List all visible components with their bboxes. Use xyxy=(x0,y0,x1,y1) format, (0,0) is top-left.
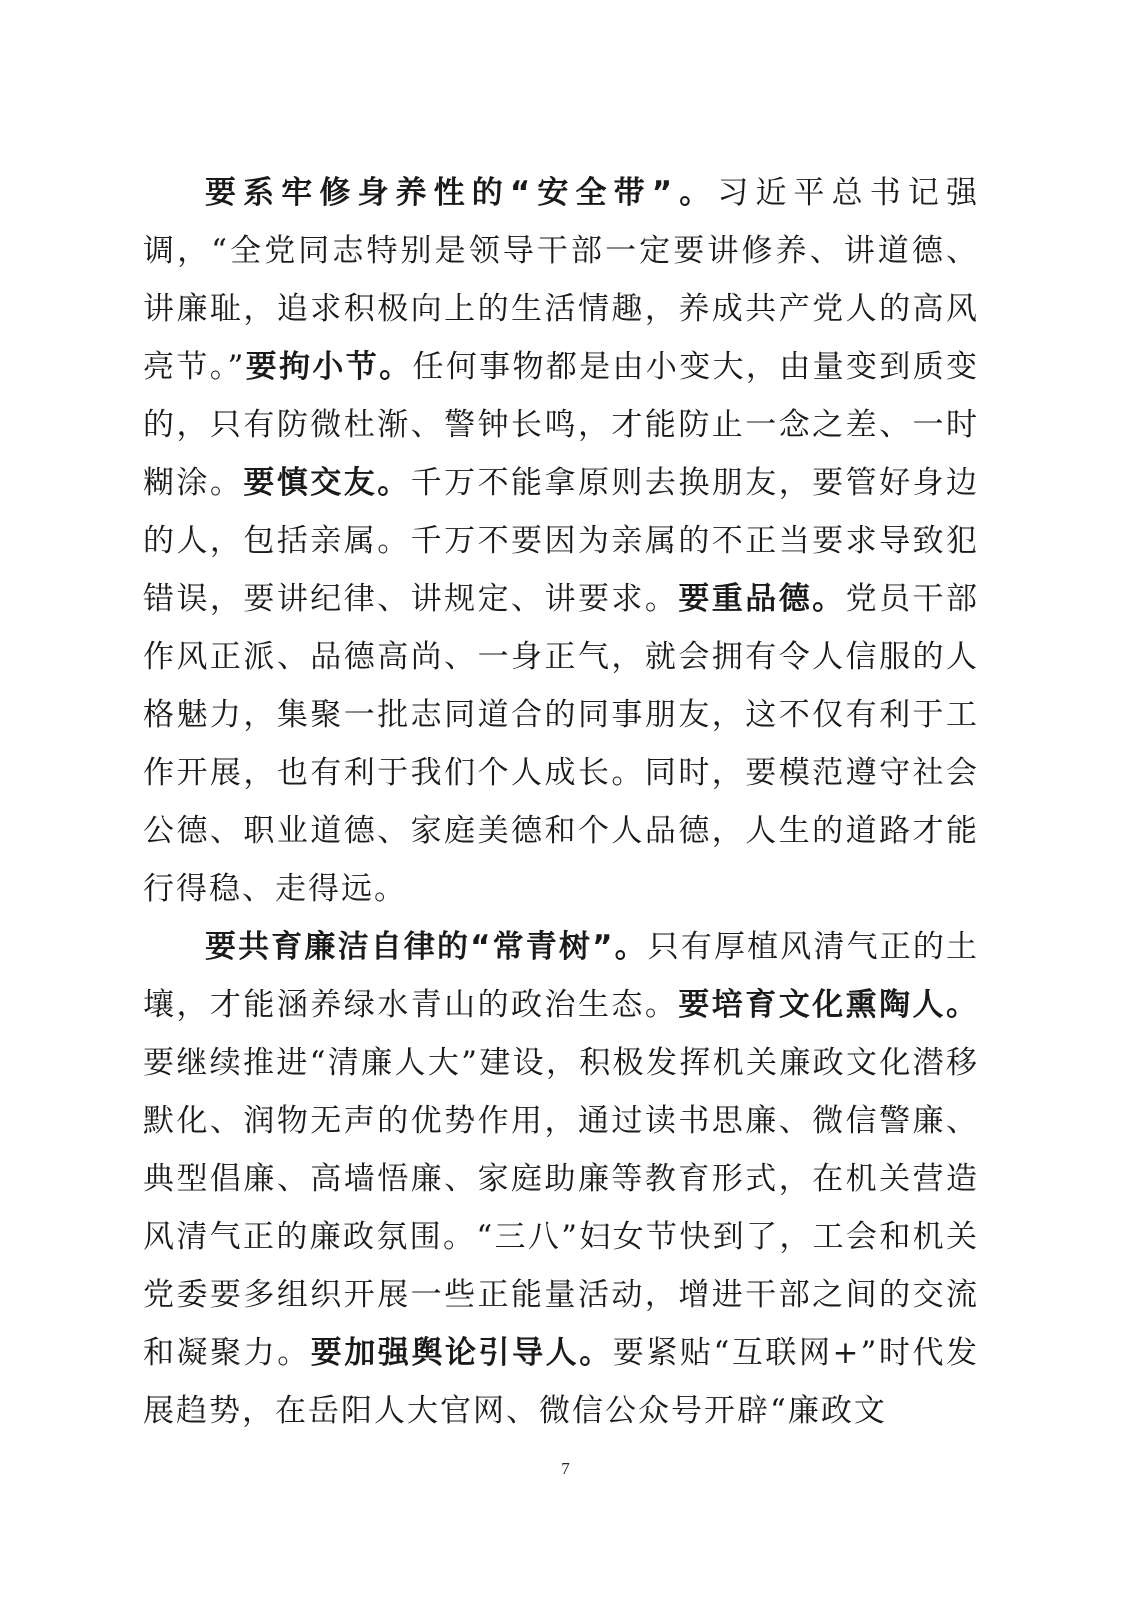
subheading-small-details: 要拘小节。 xyxy=(245,349,413,385)
text-segment: 要继续推进“清廉人大”建设，积极发挥机关廉政文化潜移默化、润物无声的优势作用，通过读书思廉、微信警廉、典型倡廉、高墙悟廉、家庭助廉等教育形式，在机关营造风清气正的廉政氛围。“三八”妇女节快到了，工会和机关党委要多组织开展一些正能量活动，增进干部之间的交流和凝聚力。 xyxy=(143,1045,979,1371)
paragraph-2 xyxy=(143,918,979,1440)
subheading-friends: 要慎交友。 xyxy=(243,465,411,501)
text-segment: 要紧贴“互联网+”时代发展趋势，在岳阳人大官网、微信公众号开辟“廉政文 xyxy=(143,1335,980,1429)
heading-evergreen: 要共育廉洁自律的“常青树”。 xyxy=(205,929,648,965)
text-segment: 习近平总书记强调，“全党同志特别是领导干部一定要讲修养、讲道德、讲廉耻，追求积极向上的生活情趣，养成共产党人的高风亮节。” xyxy=(143,175,980,385)
page-number: 7 xyxy=(561,1459,570,1478)
body-text xyxy=(143,164,979,1440)
text-segment: 任何事物都是由小变大，由量变到质变的，只有防微杜渐、警钟长鸣，才能防止一念之差、一时糊涂。 xyxy=(143,349,979,501)
heading-safety-belt: 要系牢修身养性的“安全带”。 xyxy=(205,175,718,211)
text-segment: 只有厚植风清气正的土壤，才能涵养绿水青山的政治生态。 xyxy=(143,929,980,1023)
subheading-public-opinion: 要加强舆论引导人。 xyxy=(310,1335,613,1371)
subheading-morality: 要重品德。 xyxy=(678,581,846,617)
text-segment: 党员干部作风正派、品德高尚、一身正气，就会拥有令人信服的人格魅力，集聚一批志同道合的同事朋友，这不仅有利于工作开展，也有利于我们个人成长。同时，要模范遵守社会公德、职业道德、家庭美德和个人品德，人生的道路才能行得稳、走得远。 xyxy=(143,581,980,907)
text-segment: 千万不能拿原则去换朋友，要管好身边的人，包括亲属。千万不要因为亲属的不正当要求导致犯错误，要讲纪律、讲规定、讲要求。 xyxy=(143,465,980,617)
paragraph-1 xyxy=(143,164,979,918)
subheading-culture: 要培育文化熏陶人。 xyxy=(678,987,980,1023)
